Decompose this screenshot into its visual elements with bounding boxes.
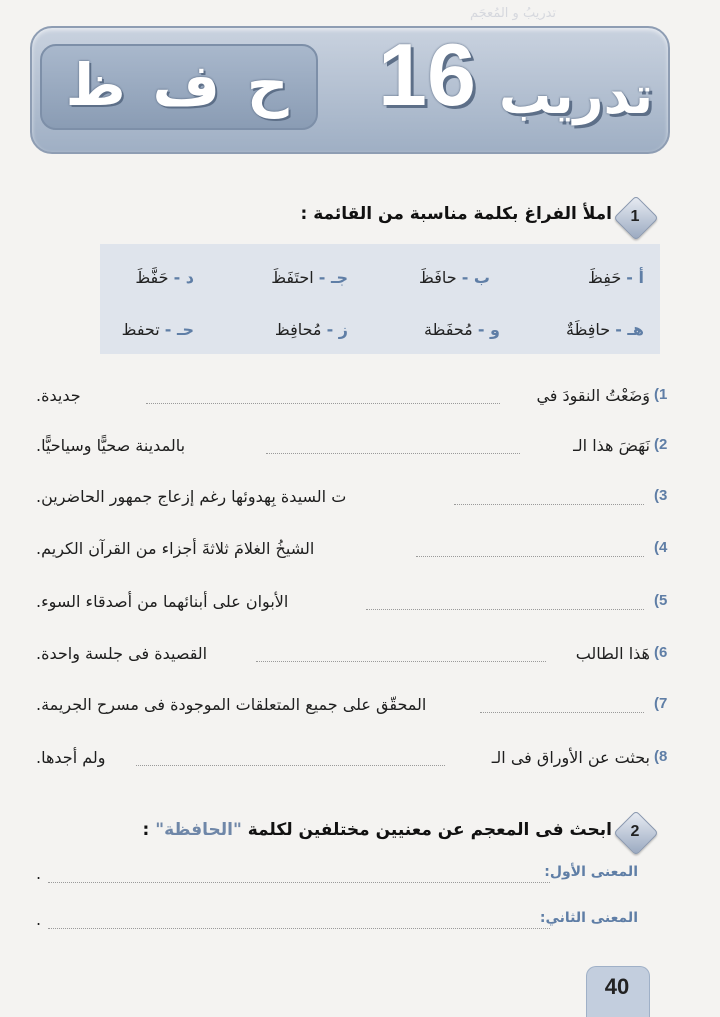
option-letter: ب - [461,268,490,287]
sentence-1 [36,386,668,416]
sentence-text-start: نَهَضَ هذا الـ [573,436,650,455]
page-number: 40 [604,974,630,999]
question-2-number: 2 [630,823,640,840]
option-letter: د - [173,268,194,287]
option-word: مُحافِظ [274,320,322,339]
meaning-1-answer-line[interactable] [48,882,550,883]
option-letter: و - [477,320,500,339]
option-letter: هـ - [615,320,644,339]
option-g [275,320,348,339]
option-letter: أ - [626,268,644,287]
option-word: حافَظَ [419,268,457,287]
meaning-1-label: المعنى الأول: [544,864,638,880]
sentence-number: 6) [654,644,668,661]
sentence-text-end: جديدة. [36,386,81,405]
answer-blank[interactable] [480,712,644,713]
sentence-8 [36,748,668,778]
letter-2: ف [152,51,220,119]
exercise-number: 16 [378,25,476,124]
question-2-title-text: ابحث فى المعجم عن معنيين مختلفين لكلمة [247,820,612,840]
sentence-5 [36,592,668,622]
answer-blank[interactable] [136,765,445,766]
exercise-title: تدريب [498,66,654,126]
option-word: حافِظَةٌ [566,320,611,339]
sentence-number: 7) [654,695,668,712]
answer-blank[interactable] [256,661,546,662]
option-word: تحفظ [121,320,160,339]
sentence-number: 8) [654,748,668,765]
option-d [135,268,194,287]
answer-blank[interactable] [146,403,500,404]
option-e [566,320,644,339]
sentence-text-end: القصيدة فى جلسة واحدة. [36,644,208,663]
sentence-text-end: الأبوان على أبنائهما من أصدقاء السوء. [36,592,289,611]
option-letter: ز - [326,320,348,339]
option-word: حَفِظَ [588,268,622,287]
option-b [419,268,490,287]
meaning-1-end-mark: . [36,864,42,883]
question-1-title: املأ الفراغ بكلمة مناسبة من القائمة : [300,204,612,224]
sentence-3 [36,487,668,517]
option-f [424,320,500,339]
letter-1: ح [246,51,289,119]
sentence-6 [36,644,668,674]
option-a [588,268,644,287]
sentence-7 [36,695,668,725]
letter-3: ظ [65,51,126,119]
sentence-number: 4) [654,539,668,556]
option-word: مُحفَظة [424,320,473,339]
sentence-number: 1) [654,386,668,403]
question-1-number: 1 [630,208,640,225]
option-letter: حـ - [164,320,194,339]
option-letter: جـ - [318,268,348,287]
meaning-2-end-mark: . [36,910,42,929]
sentence-2 [36,436,668,466]
sentence-text-end: بالمدينة صحيًّا وسياحيًّا. [36,436,186,455]
sentence-text-end: ولم أجدها. [36,748,106,767]
meaning-2-label: المعنى الثاني: [539,910,638,926]
option-word: احتَفَظَ [271,268,314,287]
sentence-number: 5) [654,592,668,609]
sentence-text-end: ت السيدة بِهدوئها رغم إزعاج جمهور الحاضرين. [36,487,347,506]
show-through-text: تدريبُ و المُعجَم [470,6,557,21]
sentence-text-end: الشيخُ الغلامَ ثلاثةَ أجزاء من القرآن الكريم. [36,539,315,558]
sentence-text-end: المحقّق على جميع المتعلقات الموجودة فى مسرح الجريمة. [36,695,427,714]
question-2-keyword: "الحافظة" [155,820,242,840]
sentence-number: 2) [654,436,668,453]
question-2-colon: : [142,820,150,840]
answer-blank[interactable] [454,504,644,505]
answer-blank[interactable] [416,556,644,557]
answer-blank[interactable] [366,609,644,610]
exercise-letters [52,48,302,122]
answer-blank[interactable] [266,453,520,454]
question-2-title [143,820,613,840]
sentence-text-start: بحثت عن الأوراق فى الـ [491,748,650,767]
sentence-text-start: وَضَعْتُ النقودَ في [536,386,650,405]
meaning-2-answer-line[interactable] [48,928,550,929]
sentence-4 [36,539,668,569]
sentence-text-start: هَذا الطالب [575,644,650,663]
sentence-number: 3) [654,487,668,504]
option-word: حَفَّظَ [135,268,169,287]
option-h [122,320,194,339]
option-c [271,268,348,287]
